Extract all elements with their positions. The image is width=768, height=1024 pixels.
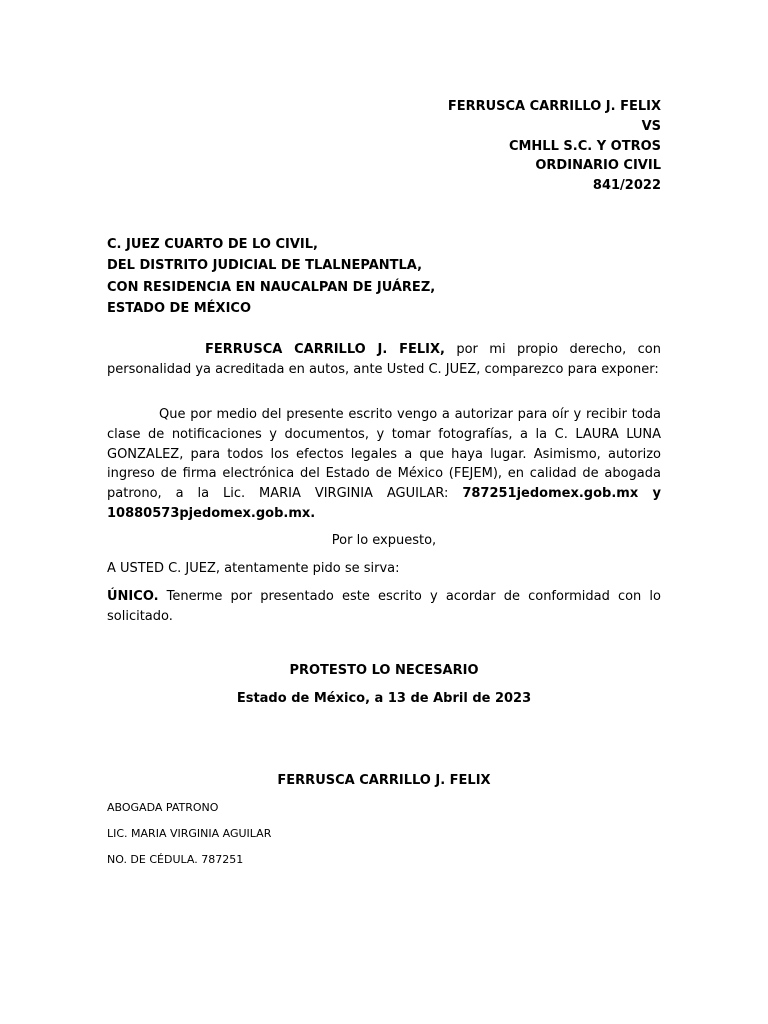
addressee-line-2: DEL DISTRITO JUDICIAL DE TLALNEPANTLA,: [107, 258, 423, 274]
addressee-line-1: C. JUEZ CUARTO DE LO CIVIL,: [107, 237, 318, 252]
caption-vs: VS: [641, 118, 661, 134]
signer-name: FERRUSCA CARRILLO J. FELIX: [277, 773, 491, 788]
protesto-heading: PROTESTO LO NECESARIO: [289, 663, 479, 678]
unico-text: Tenerme por presentado este escrito y acordar de conformidad con lo solicitado.: [107, 589, 661, 624]
addressee-block: [107, 234, 435, 319]
intro-name: FERRUSCA CARRILLO J. FELIX,: [205, 342, 445, 357]
place-date: Estado de México, a 13 de Abril de 2023: [236, 691, 532, 706]
intro-text: por mi propio derecho, con personalidad ya acreditada en autos, ante Usted C. JUEZ, comparezco para exponer:: [107, 342, 661, 377]
body-paragraph: [107, 405, 661, 524]
request-line: A USTED C. JUEZ, atentamente pido se sirva:: [107, 561, 400, 576]
footer-role: ABOGADA PATRONO: [107, 801, 219, 814]
caption-plaintiff: FERRUSCA CARRILLO J. FELIX: [447, 99, 661, 114]
footer-cedula: NO. DE CÉDULA. 787251: [107, 853, 244, 866]
caption-case-type: ORDINARIO CIVIL: [535, 158, 661, 174]
por-lo-expuesto: Por lo expuesto,: [331, 533, 437, 548]
body-emails: 787251jedomex.gob.mx y 10880573pjedomex.gob.mx.: [107, 486, 661, 521]
caption-defendant: CMHLL S.C. Y OTROS: [508, 138, 661, 154]
body-text: Que por medio del presente escrito vengo a autorizar para oír y recibir toda clase de notificaciones y documentos, y tomar fotografías, a la C. LAURA LUNA GONZALEZ, para todos los efectos legales a que haya lugar. Asimismo, autorizo ingreso de firma electrónica del Estado de México (FEJEM), en calidad de abogada patrono, a la Lic. MARIA VIRGINIA AGUILAR:: [107, 407, 661, 502]
addressee-line-3: CON RESIDENCIA EN NAUCALPAN DE JUÁREZ,: [107, 279, 436, 295]
caption-case-number: 841/2022: [592, 178, 661, 194]
case-caption: [448, 97, 661, 196]
addressee-line-4: ESTADO DE MÉXICO: [107, 300, 251, 316]
footer-lawyer: LIC. MARIA VIRGINIA AGUILAR: [107, 827, 272, 840]
unico-label: ÚNICO.: [107, 589, 159, 604]
intro-paragraph: [107, 340, 661, 380]
unico-paragraph: [107, 587, 661, 627]
